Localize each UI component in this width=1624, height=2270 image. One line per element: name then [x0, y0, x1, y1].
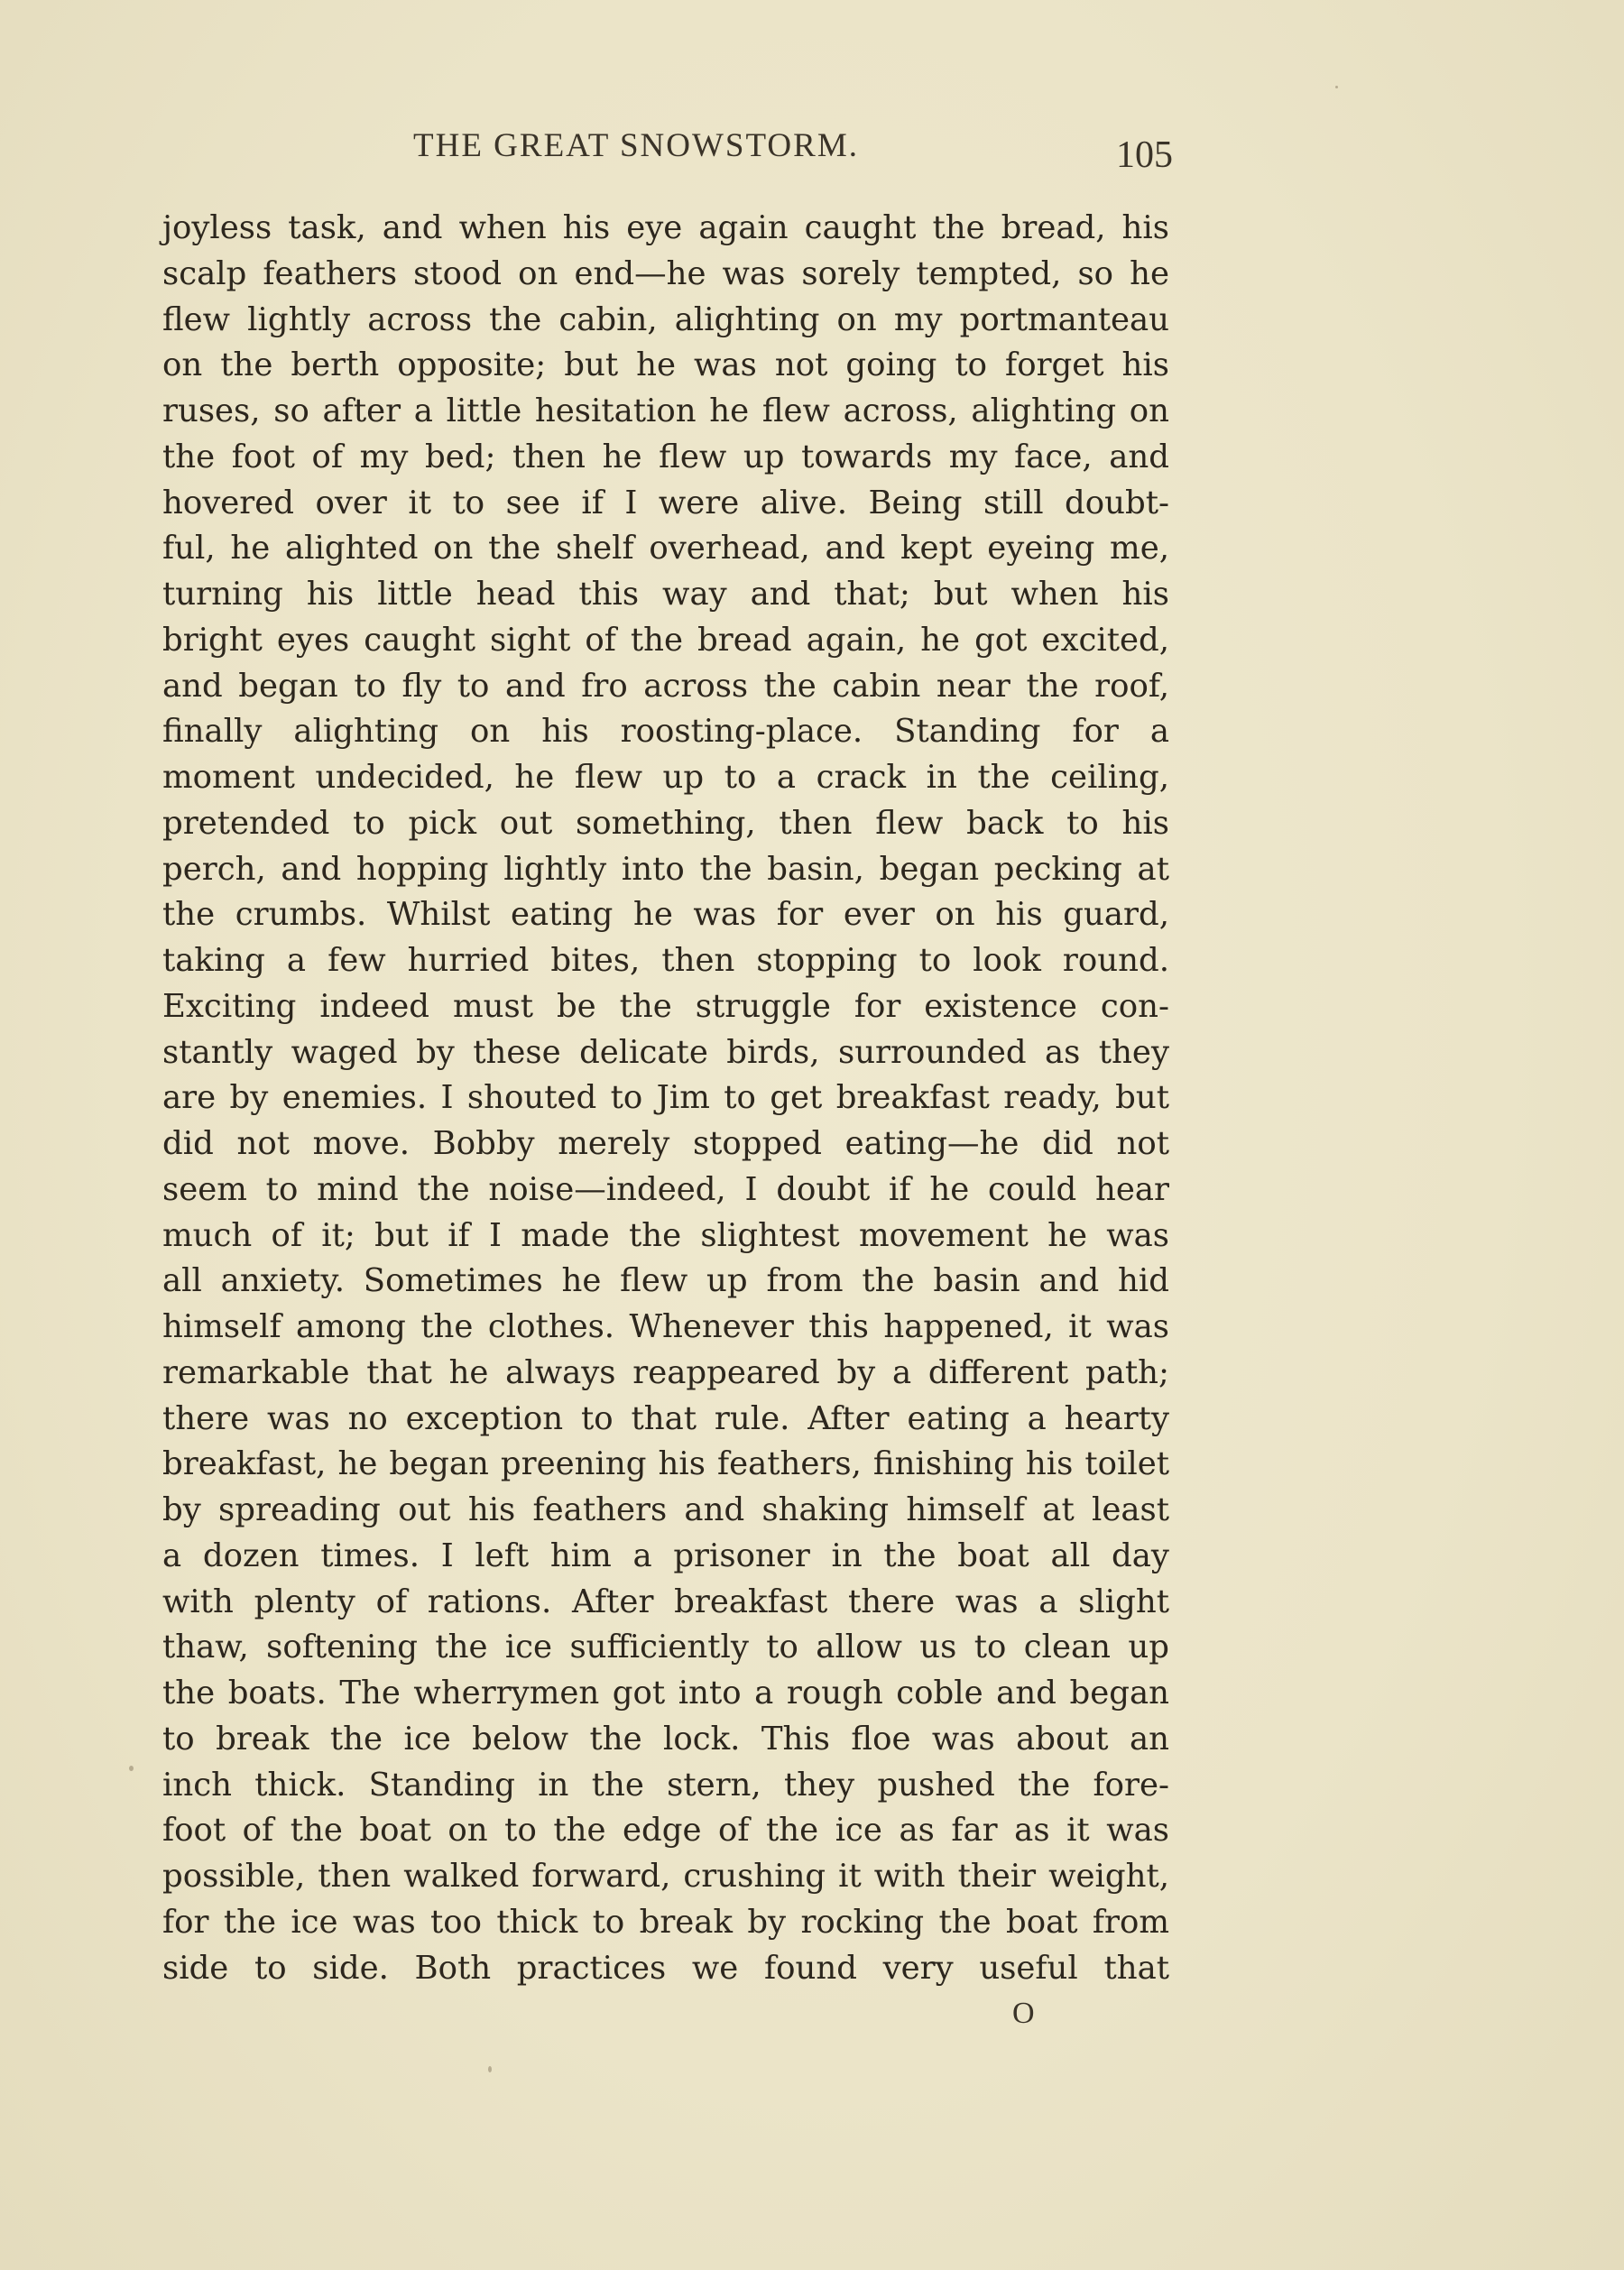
- text-line: remarkable that he always reappeared by a different path;: [162, 1353, 1169, 1391]
- text-line: moment undecided, he flew up to a crack in the ceiling,: [162, 759, 1169, 796]
- text-line: a dozen times. I left him a prisoner in the boat all day: [162, 1536, 1169, 1574]
- page-number: 105: [1116, 134, 1173, 176]
- text-line: finally alighting on his roosting-place. Standing for a: [162, 713, 1169, 751]
- signature-mark: O: [1012, 1997, 1035, 2030]
- text-line: scalp feathers stood on end—he was sorely tempted, so he: [162, 254, 1169, 292]
- text-line: the boats. The wherrymen got into a rough coble and began: [162, 1675, 1169, 1712]
- text-line: there was no exception to that rule. After eating a hearty: [162, 1399, 1169, 1437]
- text-line: for the ice was too thick to break by rocking the boat from: [162, 1903, 1169, 1941]
- text-line: taking a few hurried bites, then stopping to look round.: [162, 942, 1169, 979]
- paper-speck: [1335, 86, 1338, 88]
- text-line: himself among the clothes. Whenever this happened, it was: [162, 1308, 1169, 1345]
- text-line: Exciting indeed must be the struggle for existence con-: [162, 987, 1169, 1025]
- text-line: joyless task, and when his eye again caught the bread, his: [162, 209, 1169, 246]
- text-line: the crumbs. Whilst eating he was for ever on his guard,: [162, 896, 1169, 934]
- text-line: on the berth opposite; but he was not going to forget his: [162, 346, 1169, 384]
- text-line: perch, and hopping lightly into the basin, began pecking at: [162, 850, 1169, 888]
- text-line: much of it; but if I made the slightest movement he was: [162, 1216, 1169, 1254]
- text-line: foot of the boat on to the edge of the ice as far as it was: [162, 1812, 1169, 1850]
- text-line: and began to fly to and fro across the cabin near the roof,: [162, 667, 1169, 705]
- text-line: are by enemies. I shouted to Jim to get breakfast ready, but: [162, 1079, 1169, 1117]
- text-line: by spreading out his feathers and shaking himself at least: [162, 1491, 1169, 1528]
- paper-speck: [488, 2066, 492, 2072]
- text-line: breakfast, he began preening his feathers, finishing his toilet: [162, 1445, 1169, 1483]
- text-line: with plenty of rations. After breakfast there was a slight: [162, 1583, 1169, 1620]
- body-paragraph: [162, 206, 1169, 1991]
- text-line: ful, he alighted on the shelf overhead, and kept eyeing me,: [162, 530, 1169, 568]
- text-line: pretended to pick out something, then flew back to his: [162, 804, 1169, 842]
- text-line: seem to mind the noise—indeed, I doubt if he could hear: [162, 1170, 1169, 1208]
- text-line: thaw, softening the ice sufficiently to allow us to clean up: [162, 1629, 1169, 1666]
- running-title: THE GREAT SNOWSTORM.: [413, 127, 859, 164]
- text-line: flew lightly across the cabin, alighting on my portmanteau: [162, 300, 1169, 338]
- text-line: bright eyes caught sight of the bread again, he got excited,: [162, 621, 1169, 659]
- text-line: side to side. Both practices we found very useful that: [162, 1949, 1169, 1987]
- text-line: hovered over it to see if I were alive. Being still doubt-: [162, 484, 1169, 521]
- text-line: to break the ice below the lock. This floe was about an: [162, 1720, 1169, 1758]
- text-line: all anxiety. Sometimes he flew up from the basin and hid: [162, 1262, 1169, 1300]
- text-line: inch thick. Standing in the stern, they pushed the fore-: [162, 1766, 1169, 1804]
- paper-speck: [129, 1766, 134, 1771]
- text-line: the foot of my bed; then he flew up towards my face, and: [162, 438, 1169, 475]
- text-line: turning his little head this way and that; but when his: [162, 576, 1169, 613]
- text-line: did not move. Bobby merely stopped eating—he did not: [162, 1125, 1169, 1162]
- text-line: ruses, so after a little hesitation he flew across, alighting on: [162, 392, 1169, 429]
- text-line: possible, then walked forward, crushing it with their weight,: [162, 1858, 1169, 1895]
- text-line: stantly waged by these delicate birds, surrounded as they: [162, 1033, 1169, 1071]
